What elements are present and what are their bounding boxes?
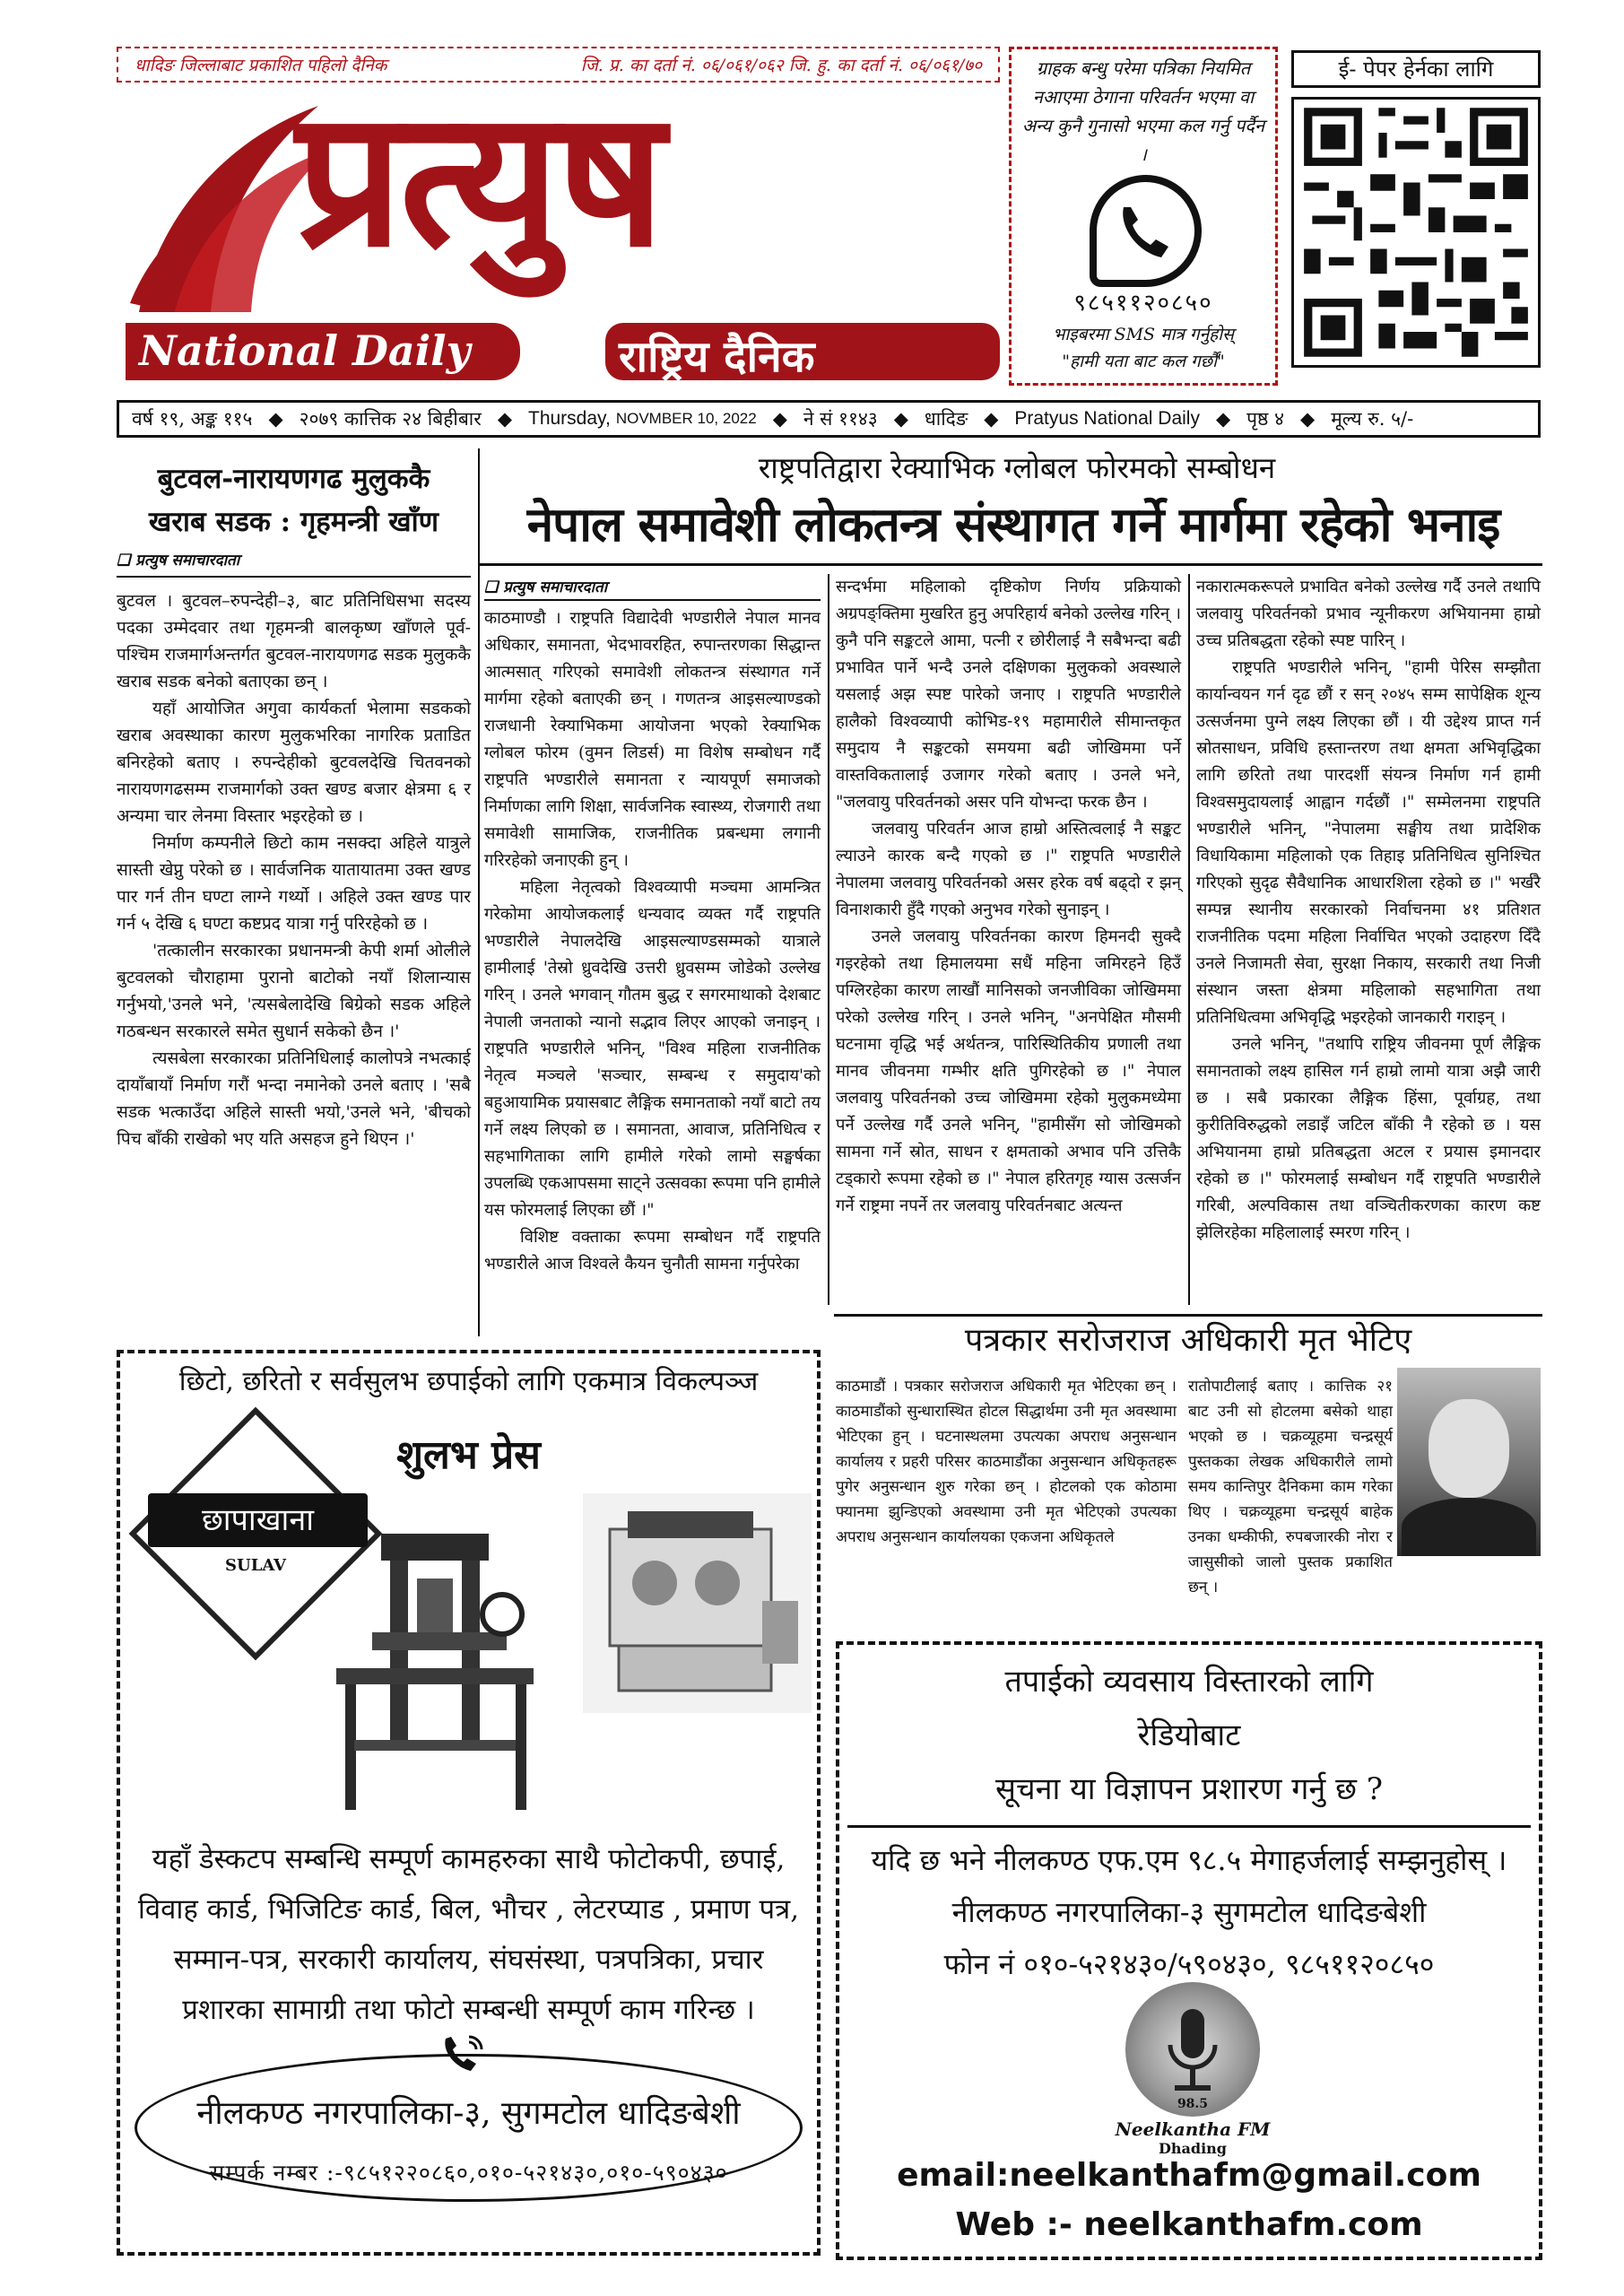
column-rule <box>828 574 829 1305</box>
paragraph: 'तत्कालीन सरकारका प्रधानमन्त्री केपी शर्मा ओलीले बुटवलको चौराहामा पुरानो बाटोको नयाँ शिलान्यास गर्नुभयो,'उनले भने, 'त्यसबेलादेखि बिग्रेको सडक अहिले गठबन्धन सरकारले समेत सुधार्न सकेको छैन ।' <box>117 941 471 1041</box>
left-story-headline <box>117 457 471 544</box>
place: धादिङ <box>924 408 968 430</box>
press-contact: सम्पर्क नम्बर :-९८५१२२०८६०,०१०-५२१४३०,०१०-५९०४३० <box>209 2160 728 2186</box>
fm-frequency: 98.5 <box>1177 2097 1209 2111</box>
fm-line: रेडियोबाट <box>1137 1718 1241 1753</box>
section-rule <box>834 1314 1542 1317</box>
newspaper-logo: प्रत्युष <box>296 69 662 289</box>
epaper-label: ई- पेपर हेर्नका लागि <box>1291 50 1541 88</box>
journalist-story-right: रातोपाटीलाई बताए । कात्तिक २१ बाट उनी सो होटलमा बसेको थाहा भएको छ । चक्रव्यूहमा चन्द्रसूर्य पुस्तकका लेखक अधिकारीले लामो समय कान्तिपुर दैनिकमा काम गरेका थिए । चक्रव्यूहमा चन्द्रसूर्य बाहेक उनका धम्कीफी, रुपबजारकी नोरा र जासुसीको जालो पुस्तक प्रकाशित छन् । <box>1188 1378 1393 1596</box>
english-weekday: Thursday, <box>528 408 611 429</box>
paragraph: उनले भनिन्, "तथापि राष्ट्रिय जीवनमा पूर्ण लैङ्गिक समानताको लक्ष्य हासिल गर्न हाम्रो लामो यात्रा अझै जारी छ । सबै प्रकारका लैङ्गिक हिंसा, पूर्वाग्रह, तथा कुरीतिविरुद्धको लडाइँ जटिल बाँकी नै रहेको छ । यस अभियानमा हाम्रो प्रतिबद्धता अटल र प्रयास इमानदार रहेको छ ।" फोरमलाई सम्बोधन गर्दै राष्ट्रपति भण्डारीले गरिबी, अल्पविकास तथा वञ्चितीकरणका कारण कष्ट झेलिरहेका महिलालाई स्मरण गरिन् । <box>1196 1035 1541 1242</box>
column-rule <box>1188 574 1190 1305</box>
press-address: नीलकण्ठ नगरपालिका-३, सुगमटोल धादिङबेशी <box>196 2095 741 2132</box>
lead-story-col1 <box>484 605 821 1278</box>
offset-press-illustration <box>583 1493 812 1713</box>
fm-rule <box>847 1825 1531 1828</box>
paragraph: नकारात्मकरूपले प्रभावित बनेको उल्लेख गर्दै उनले तथापि जलवायु परिवर्तनको प्रभाव न्यूनीकरण अभियानमा हाम्रो उच्च प्रतिबद्धता रहेको स्पष्ट पारिन् । <box>1196 578 1541 650</box>
paragraph: सन्दर्भमा महिलाको दृष्टिकोण निर्णय प्रक्रियाको अग्रपङ्क्तिमा मुखरित हुनु अपरिहार्य बनेको उल्लेख गरिन् । कुनै पनि सङ्कटले आमा, पत्नी र छोरीलाई नै सबैभन्दा बढी प्रभावित पार्ने भन्दै उनले दक्षिणका मुलुकको अवस्थाले यसलाई अझ स्पष्ट पारेको जनाए । राष्ट्रपति भण्डारीले हालैको विश्वव्यापी कोभिड-१९ महामारीले सीमान्तकृत समुदाय नै सङ्कटको समयमा बढी जोखिममा पर्ने वास्तविकतालाई उजागर गरेको बताए । उनले भने, "जलवायु परिवर्तनको असर पनि योभन्दा फरक छैन । <box>836 578 1181 812</box>
first-daily-tagline: धादिङ जिल्लाबाट प्रकाशित पहिलो दैनिक <box>135 56 387 75</box>
column-rule <box>478 448 480 1336</box>
press-services-line: सम्मान-पत्र, सरकारी कार्यालय, संघसंस्था, पत्रपत्रिका, प्रचार <box>173 1944 764 1976</box>
hand-press-illustration <box>318 1525 551 1821</box>
press-services-line: यहाँ डेस्कटप सम्बन्धि सम्पूर्ण कामहरुका साथै फोटोकपी, छपाई, <box>152 1843 786 1875</box>
journalist-photo <box>1397 1368 1541 1556</box>
left-story-byline <box>117 549 239 570</box>
press-services <box>135 1834 803 2035</box>
fm-logo-place: Dhading <box>1159 2140 1227 2157</box>
press-services-line: प्रशारका सामाग्री तथा फोटो सम्बन्धी सम्पूर्ण काम गरिन्छ । <box>182 1994 755 2026</box>
english-date: NOVMBER 10, 2022 <box>615 410 757 427</box>
fm-logo-name <box>1107 2118 1278 2157</box>
paragraph: उनले जलवायु परिवर्तनका कारण हिमनदी सुक्दै गइरहेको तथा हिमालयमा सधैं महिना जमिरहने हिउँ पग्लिरहेका कारण लाखौं मानिसको जनजीविका जोखिममा परेको उल्लेख गरिन् । उनले भनिन्, "अनपेक्षित मौसमी घटनामा वृद्धि भई अर्थतन्त्र, पारिस्थितिकीय प्रणाली तथा मानव जीवनमा गम्भीर क्षति पुगिरहेको छ ।" नेपाल जलवायु परिवर्तनको उच्च जोखिममा रहेको मुलुकमध्येमा पर्ने उल्लेख गर्दै उनले भनिन्, "हामीसँग सो जोखिमको सामना गर्ने स्रोत, साधन र क्षमताको अभाव पनि उत्तिकै टड्कारो रूपमा रहेको छ ।" नेपाल हरितगृह ग्यास उत्सर्जन गर्ने राष्ट्रमा नपर्ने तर जलवायु परिवर्तनबाट अत्यन्त <box>836 927 1181 1215</box>
paragraph: त्यसबेला सरकारका प्रतिनिधिलाई कालोपत्रे नभत्काई दायाँबायाँ निर्माण गरौं भन्दा नमानेको उनले बताए । 'सबै सडक भत्काउँदा अहिले सास्ती भयो,'उनले भने, 'बीचको पिच बाँकी राखेको भए यति असहज हुने थिएन ।' <box>117 1048 471 1149</box>
byline-box-icon: ❑ <box>117 552 136 570</box>
byline-box-icon: ❑ <box>484 578 504 596</box>
paragraph: निर्माण कम्पनीले छिटो काम नसक्दा अहिले यात्रुले सास्ती खेप्नु परेको छ । सार्वजनिक यातायातमा उक्त खण्ड पार गर्न तीन घण्टा लाग्ने गर्थ्यो । अहिले उक्त खण्ड पार गर्न ५ देखि ६ घण्टा कष्टप्रद यात्रा गर्नु परिरहेको छ । <box>117 833 471 934</box>
fm-line: फोन नं ०१०-५२१४३०/५९०४३०, ९८५११२०८५० <box>943 1947 1435 1981</box>
paragraph: जलवायु परिवर्तन आज हाम्रो अस्तित्वलाई नै सङ्कट ल्याउने कारक बन्दै गएको छ ।" राष्ट्रपति भण्डारीले नेपालमा जलवायु परिवर्तनको असर हरेक वर्ष बढ्दो र झन् विनाशकारी हुँदै गएको अनुभव गरेको सुनाइन् । <box>836 820 1181 919</box>
price: मूल्य रु. ५/- <box>1331 408 1414 430</box>
paragraph: विशिष्ट वक्ताका रूपमा सम्बोधन गर्दै राष्ट्रपति भण्डारीले आज विश्वले कैयन चुनौती सामना गर्नुपरेका <box>484 1228 821 1274</box>
viber-number: ९८५११२०८५० <box>1073 290 1213 317</box>
paragraph: राष्ट्रपति भण्डारीले भनिन्, "हामी पेरिस सम्झौता कार्यान्वयन गर्न दृढ छौं र सन् २०४५ सम्म सापेक्षिक शून्य उत्सर्जनमा पुग्ने लक्ष्य लिएका छौं । यी उद्देश्य प्राप्त गर्न स्रोतसाधन, प्रविधि हस्तान्तरण तथा क्षमता अभिवृद्धिका लागि छरितो तथा पारदर्शी संयन्त्र निर्माण गर्न हामी विश्वसमुदायलाई आह्वान गर्दछौं ।" सम्मेलनमा राष्ट्रपति भण्डारीले भनिन्, "नेपालमा सङ्घीय तथा प्रादेशिक विधायिकामा महिलाको एक तिहाइ प्रतिनिधित्व सुनिश्चित गरिएको सुदृढ सैवैधानिक आधारशिला रहेको छ ।" भर्खरै सम्पन्न स्थानीय सरकारको निर्वाचनमा ४१ प्रतिशत राजनीतिक पदमा महिला निर्वाचित भएको उदाहरण दिँदै उनले निजामती सेवा, सुरक्षा निकाय, सरकारी तथा निजी संस्थान जस्ता क्षेत्रमा महिलाको सहभागिता तथा प्रतिनिधित्वमा अभिवृद्धि भइरहेको जानकारी गराइन् । <box>1196 658 1541 1027</box>
fm-ad-details <box>847 1834 1531 1990</box>
viber-note <box>1018 321 1269 375</box>
press-logo-text: छापाखाना <box>148 1493 368 1547</box>
national-daily-text: National Daily <box>139 326 471 375</box>
viber-phone-icon <box>1090 175 1202 287</box>
journalist-story-left: काठमाडौं । पत्रकार सरोजराज अधिकारी मृत भेटिएका छन् । काठमाडौंको सुन्धारास्थित होटल सिद्धार्थमा उनी मृत अवस्थामा भेटिएका हुन् । घटनास्थलमा उपत्यका अपराध अनुसन्धान कार्यालय र प्रहरी परिसर काठमाडौंका अनुसन्धान अधिकृतहरू पुगेर अनुसन्धान शुरु गरेका छन् । होटलको एक कोठामा फ्यानमा झुन्डिएको अवस्थामा उनी मृत भेटिएको उपत्यका अपराध अनुसन्धान कार्यालयका एकजना अधिकृतले <box>836 1378 1177 1546</box>
lead-story-byline-text: प्रत्युष समाचारदाता <box>503 578 608 596</box>
paragraph: काठमाण्डौ । राष्ट्रपति विद्यादेवी भण्डारीले नेपाल मानव अधिकार, समानता, भेदभावरहित, रुपान्तरणका सिद्धान्त आत्मसात् गरिएको समावेशी लोकतन्त्र संस्थागत गर्ने मार्गमा रहेको बताएकी छन् । गणतन्त्र आइसल्याण्डको राजधानी रेक्याभिकमा आयोजना भएको रेक्याभिक ग्लोबल फोरम (वुमन लिडर्स) मा विशेष सम्बोधन गर्दै राष्ट्रपति भण्डारीले समानता र न्यायपूर्ण समाजको निर्माणका लागि शिक्षा, सार्वजनिक स्वास्थ्य, रोजगारी तथा समावेशी सामाजिक, राजनीतिक प्रबन्धमा लगानी गरिरहेको जनाएकी हुन् । <box>484 609 821 870</box>
left-story-byline-text: प्रत्युष समाचारदाता <box>135 552 240 570</box>
headline-rule <box>480 563 1542 566</box>
press-name: शुलभ प्रेस <box>396 1432 541 1478</box>
registration-number: जि. प्र. का दर्ता नं. ०६/०६१/०६२ जि. हु. का दर्ता नं. ०६/०६१/७० <box>580 56 982 75</box>
fm-email[interactable]: email:neelkanthafm@gmail.com <box>897 2157 1481 2194</box>
page-number: पृष्ठ ४ <box>1246 408 1285 430</box>
press-ad-headline: छिटो, छरितो र सर्वसुलभ छपाईको लागि एकमात्र विकल्पञ्ज <box>178 1366 759 1397</box>
fm-line: यदि छ भने नीलकण्ठ एफ.एम ९८.५ मेगाहर्जलाई सम्झनुहोस् । <box>871 1843 1507 1877</box>
fm-line: सूचना या विज्ञापन प्रशारण गर्नु छ ? <box>995 1771 1383 1807</box>
subscriber-notice: ग्राहक बन्धु परेमा पत्रिका नियमित नआएमा ठेगाना परिवर्तन भएमा वा अन्य कुनै गुनासो भएमा कल गर्नु पर्दैन । <box>1021 57 1265 165</box>
fm-line: तपाईको व्यवसाय विस्तारको लागि <box>1004 1664 1374 1700</box>
press-logo-sub: SULAV <box>225 1556 286 1575</box>
lead-story-col2 <box>836 574 1181 1220</box>
fm-logo-title: Neelkantha FM <box>1115 2118 1271 2140</box>
issue-info-bar: वर्ष १९, अङ्क ११५ ◆ २०७९ कात्तिक २४ बिहीबार ◆ Thursday, NOVMBER 10, 2022 ◆ ने सं ११४३ ◆ धादिङ ◆ Pratyus National Daily ◆ पृष्ठ ४ ◆ मूल्य रु. ५/- <box>117 400 1541 438</box>
nepal-sambat: ने सं ११४३ <box>803 408 878 430</box>
lead-story-byline <box>484 576 607 596</box>
paragraph: महिला नेतृत्वको विश्वव्यापी मञ्चमा आमन्त्रित गरेकोमा आयोजकलाई धन्यवाद व्यक्त गर्दै राष्ट्रपति भण्डारीले नेपालदेखि आइसल्याण्डसम्मको यात्राले हामीलाई 'तेस्रो ध्रुवदेखि उत्तरी ध्रुवसम्म जोडेको उल्लेख गरिन् । उनले भगवान् गौतम बुद्ध र सगरमाथाको देशबाट नेपाली जनताको न्यानो सद्भाव लिएर आएको जनाइन् । राष्ट्रपति भण्डारीले भनिन्, "विश्व महिला राजनीतिक नेतृत्व मञ्चले 'सञ्चार, सम्बन्ध र समुदाय'को बहुआयामिक प्रयासबाट लैङ्गिक समानताको नयाँ बाटो तय गर्ने लक्ष्य लिएको छ । समानता, आवाज, प्रतिनिधित्व र सहभागिताका लागि हामीले गरेको लामो सङ्घर्षका उपलब्धि एकआपसमा साट्ने उत्सवका रूपमा पनि हामीले यस फोरमलाई लिएका छौं ।" <box>484 878 821 1220</box>
paragraph: बुटवल । बुटवल–रुपन्देही–३, बाट प्रतिनिधिसभा सदस्य पदका उम्मेदवार तथा गृहमन्त्री बालकृष्ण खाँणले पूर्व-पश्चिम राजमार्गअन्तर्गत बुटवल-नारायणगढ सडक मुलुककै खराब सडक बनेको बताएका छन् । <box>117 591 471 691</box>
viber-sms-note: भाइबरमा SMS मात्र गर्नुहोस् <box>1053 325 1234 344</box>
volume-number: वर्ष १९, अङ्क ११५ <box>132 408 253 430</box>
viber-call-note: "हामी यता बाट कल गर्छौं" <box>1062 352 1225 371</box>
lead-story-headline: नेपाल समावेशी लोकतन्त्र संस्थागत गर्ने मार्गमा रहेको भनाइ <box>526 497 1500 552</box>
journalist-story-headline: पत्रकार सरोजराज अधिकारी मृत भेटिए <box>964 1322 1412 1359</box>
press-services-line: विवाह कार्ड, भिजिटिङ कार्ड, बिल, भौचर , लेटरप्याड , प्रमाण पत्र, <box>137 1893 800 1926</box>
nepali-date: २०७९ कात्तिक २४ बिहीबार <box>299 408 482 430</box>
paragraph: यहाँ आयोजित अगुवा कार्यकर्ता भेलामा सडकको खराब अवस्थाका कारण मुलुकभरिका नागरिक प्रताडित बनिरहेको बताए । रुपन्देहीको बुटवलदेखि चितवनको नारायणगढसम्म राजमार्गको उक्त खण्ड बजार क्षेत्रमा ६ र अन्यमा चार लेनमा विस्तार भइरहेको छ । <box>117 699 471 826</box>
lead-story-col3 <box>1196 574 1541 1247</box>
byline-rule <box>484 599 821 601</box>
fm-website[interactable]: Web :- neelkanthafm.com <box>955 2206 1423 2243</box>
fm-ad-headline <box>847 1655 1531 1816</box>
fm-line: नीलकण्ठ नगरपालिका-३ सुगमटोल धादिङबेशी <box>951 1895 1427 1929</box>
left-story-body <box>117 587 471 1152</box>
left-story-title-line2: खराब सडक : गृहमन्त्री खाँण <box>148 506 439 538</box>
left-story-title-line1: बुटवल-नारायणगढ मुलुककै <box>157 463 430 495</box>
qr-code[interactable] <box>1291 97 1541 368</box>
byline-rule <box>117 576 471 578</box>
paper-name: Pratyus National Daily <box>1014 408 1200 429</box>
rashtriya-dainik-text: राष्ट्रिय दैनिक <box>619 332 815 382</box>
lead-story-kicker: राष्ट्रपतिद्वारा रेक्याभिक ग्लोबल फोरमको सम्बोधन <box>758 450 1276 485</box>
